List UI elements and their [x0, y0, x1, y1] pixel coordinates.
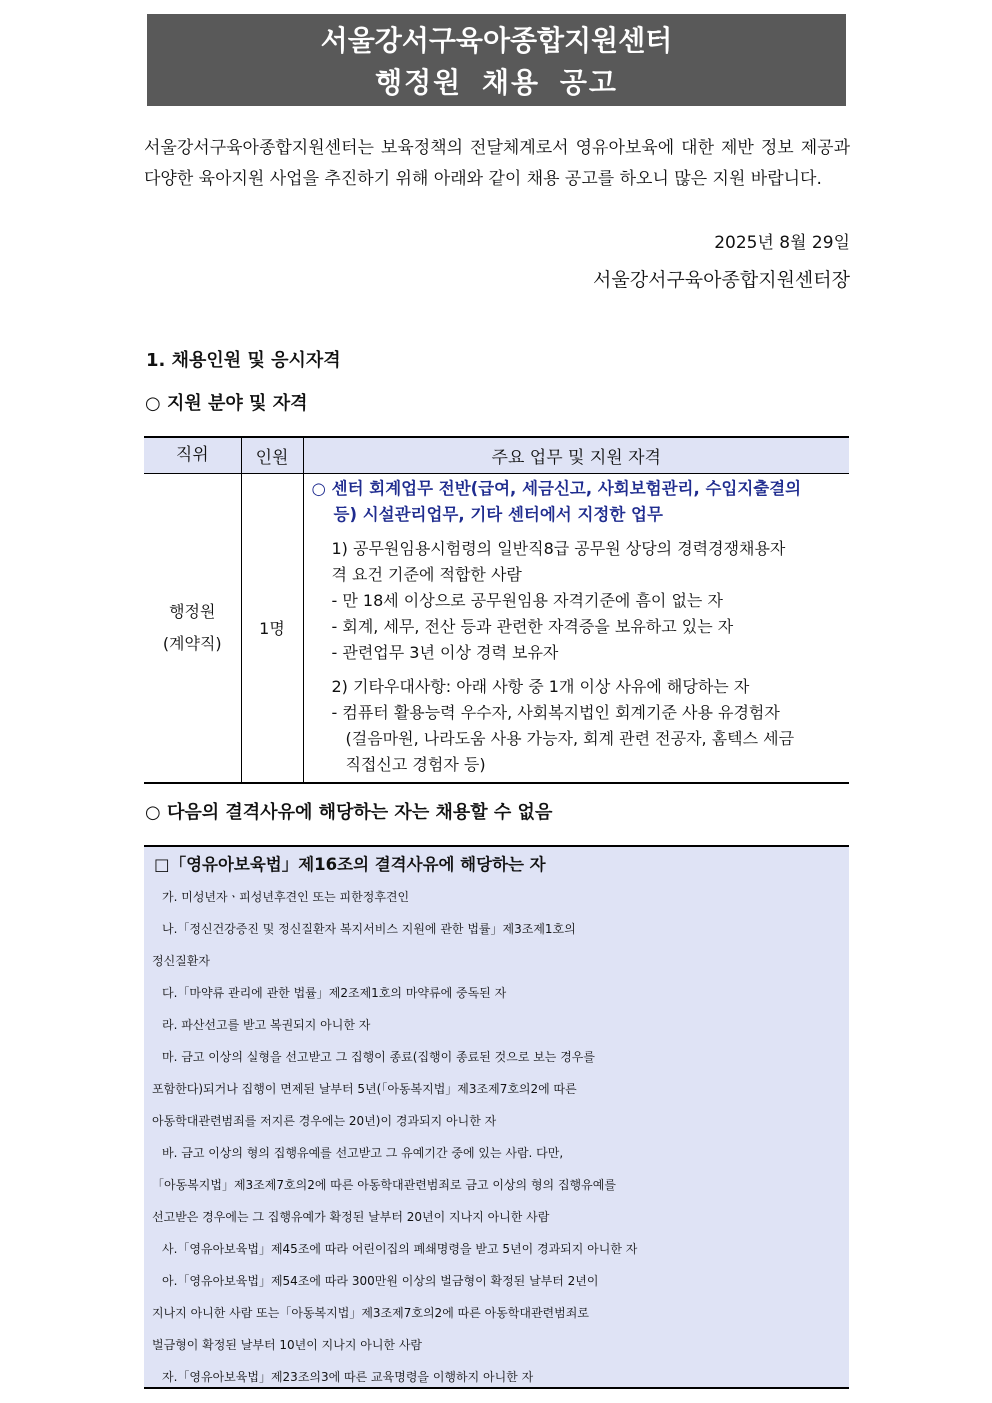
qualification-item: - 회계, 세무, 전산 등과 관련한 자격증을 보유하고 있는 자 [331, 616, 734, 636]
disqualification-heading: □「영유아보육법」제16조의 결격사유에 해당하는 자 [154, 855, 546, 874]
list-item: 다.「마약류 관리에 관한 법률」제2조제1호의 마약류에 중독된 자 [162, 986, 507, 1000]
header-duties: 주요 업무 및 지원 자격 [303, 437, 849, 473]
subheading-disqualification: ○ 다음의 결격사유에 해당하는 자는 채용할 수 없음 [145, 802, 553, 823]
disqualification-box [144, 845, 849, 1389]
qualification-1-line-2: 격 요건 기준에 적합한 사람 [331, 564, 522, 584]
header-position: 직위 [144, 437, 241, 473]
preference-detail-2: 직접신고 경험자 등) [345, 754, 486, 774]
position-type: (계약직) [162, 633, 222, 653]
list-item: 자.「영유아보육법」제23조의3에 따른 교육명령을 이행하지 아니한 자 [162, 1370, 534, 1384]
list-item: 라. 파산선고를 받고 복권되지 아니한 자 [162, 1018, 371, 1032]
list-item-continuation: 포함한다)되거나 집행이 면제된 날부터 5년(「아동복지법」제3조제7호의2에 따른 [152, 1082, 577, 1096]
list-item: 마. 금고 이상의 실형을 선고받고 그 집행이 종료(집행이 종료된 것으로 보는 경우를 [162, 1050, 595, 1064]
list-item-continuation: 지나지 아니한 사람 또는「아동복지법」제3조제7호의2에 따른 아동학대관련범죄로 [152, 1306, 589, 1320]
list-item-continuation: 벌금형이 확정된 날부터 10년이 지나지 아니한 사람 [152, 1338, 422, 1352]
list-item-continuation: 정신질환자 [152, 954, 210, 968]
qualification-item: - 만 18세 이상으로 공무원임용 자격기준에 흠이 없는 자 [331, 590, 723, 610]
list-item: 나.「정신건강증진 및 정신질환자 복지서비스 지원에 관한 법률」제3조제1호의 [162, 922, 576, 936]
preference-detail-1: (걸음마원, 나라도움 사용 가능자, 회계 관련 전공자, 홈텍스 세금 [345, 728, 795, 748]
subheading-field-qualification: ○ 지원 분야 및 자격 [145, 393, 308, 414]
notice-signer: 서울강서구육아종합지원센터장 [593, 269, 850, 291]
qualification-1-line-1: 1) 공무원임용시험령의 일반직8급 공무원 상당의 경력경쟁채용자 [331, 538, 786, 558]
title-banner [147, 14, 846, 106]
notice-title: 행정원 채용 공고 [375, 66, 618, 99]
duty-line-2: 등) 시설관리업무, 기타 센터에서 지정한 업무 [333, 504, 663, 524]
position-cell [144, 473, 241, 783]
list-item: 바. 금고 이상의 형의 집행유예를 선고받고 그 유예기간 중에 있는 사람. 다만, [162, 1146, 564, 1160]
table-header-row [144, 437, 849, 473]
list-item-continuation: 선고받은 경우에는 그 집행유예가 확정된 날부터 20년이 지나지 아니한 사람 [152, 1210, 550, 1224]
list-item-continuation: 「아동복지법」제3조제7호의2에 따른 아동학대관련범죄로 금고 이상의 형의 집행유예를 [152, 1178, 616, 1192]
preference-item: - 컴퓨터 활용능력 우수자, 사회복지법인 회계기준 사용 유경험자 [331, 702, 780, 722]
qualification-2-line-1: 2) 기타우대사항: 아래 사항 중 1개 이상 사유에 해당하는 자 [331, 676, 750, 696]
list-item: 아.「영유아보육법」제54조에 따라 300만원 이상의 벌금형이 확정된 날부터 2년이 [162, 1274, 599, 1288]
table-row [144, 473, 849, 783]
section-heading-recruitment: 1. 채용인원 및 응시자격 [146, 350, 341, 371]
list-item: 가. 미성년자ㆍ피성년후견인 또는 피한정후견인 [162, 890, 410, 904]
list-item: 사.「영유아보육법」제45조에 따라 어린이집의 폐쇄명령을 받고 5년이 경과되지 아니한 자 [162, 1242, 638, 1256]
list-item-continuation: 아동학대관련범죄를 저지른 경우에는 20년)이 경과되지 아니한 자 [152, 1114, 497, 1128]
qualification-item: - 관련업무 3년 이상 경력 보유자 [331, 642, 559, 662]
qualification-2 [312, 674, 842, 778]
count-cell: 1명 [241, 473, 303, 783]
duties-cell [303, 473, 849, 783]
qualification-1 [312, 536, 842, 666]
notice-date: 2025년 8월 29일 [714, 233, 850, 253]
position-title: 행정원 [169, 601, 216, 621]
duty-summary [312, 476, 842, 528]
intro-paragraph: 서울강서구육아종합지원센터는 보육정책의 전달체계로서 영유아보육에 대한 제반 정보 제공과 다양한 육아지원 사업을 추진하기 위해 아래와 같이 채용 공고를 하오니 많은 지원 바랍니다. [144, 138, 850, 189]
recruitment-table [144, 436, 849, 784]
header-count: 인원 [241, 437, 303, 473]
center-name-title: 서울강서구육아종합지원센터 [320, 24, 673, 57]
duty-line-1: ○ 센터 회계업무 전반(급여, 세금신고, 사회보험관리, 수입지출결의 [311, 478, 802, 498]
